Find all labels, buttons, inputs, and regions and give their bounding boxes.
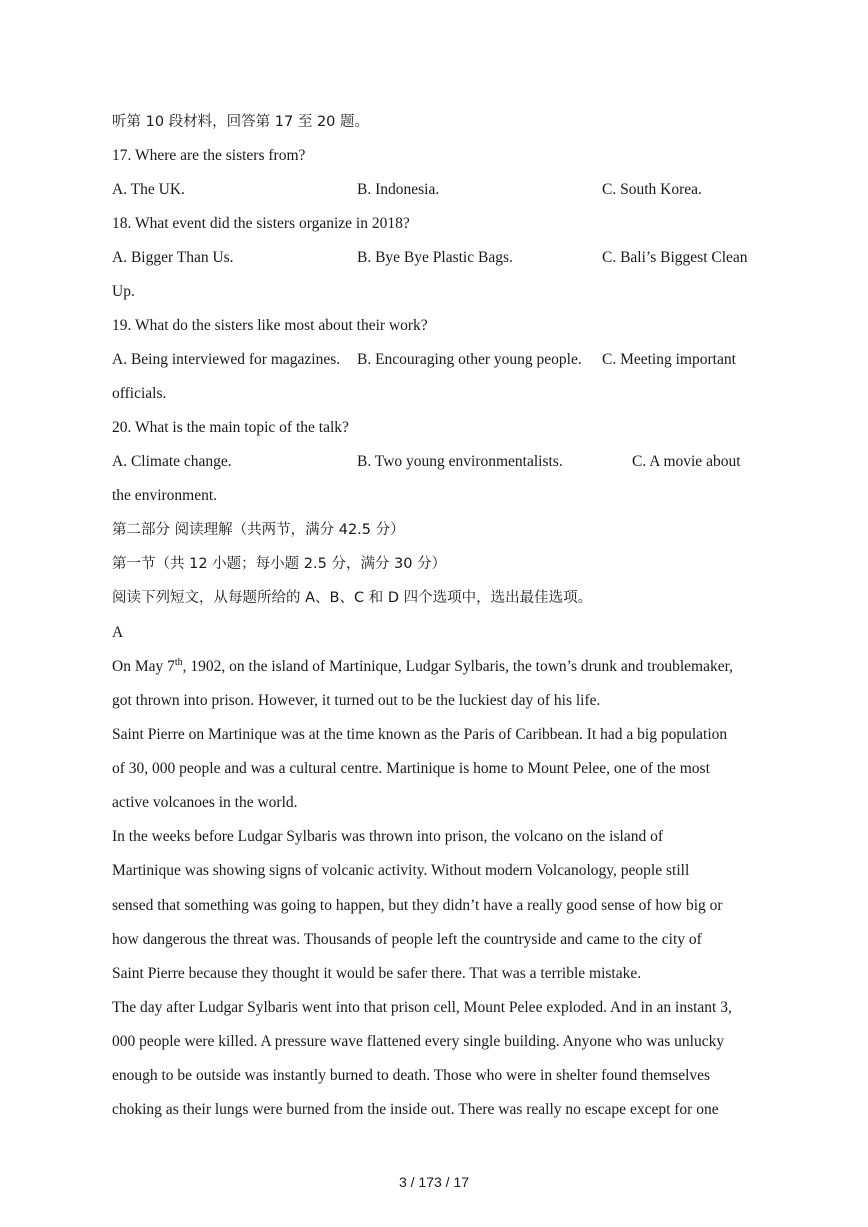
passage-line: 000 people were killed. A pressure wave flattened every single building. Anyone who was unlucky — [112, 1033, 725, 1050]
passage-line: how dangerous the threat was. Thousands of people left the countryside and came to the city of — [112, 931, 702, 948]
passage-text: , 1902, on the island of Martinique, Ludgar Sylbaris, the town’s drunk and troublemaker, — [182, 658, 734, 675]
ordinal-suffix: th — [174, 656, 183, 668]
passage-line: active volcanoes in the world. — [112, 794, 298, 811]
part2-title: 第二部分 阅读理解（共两节，满分 42.5 分） — [112, 522, 405, 538]
passage-text: On May 7 — [112, 658, 175, 675]
passage-line: The day after Ludgar Sylbaris went into that prison cell, Mount Pelee exploded. And in an instant 3, — [112, 999, 732, 1016]
part2-section1: 第一节（共 12 小题；每小题 2.5 分，满分 30 分） — [112, 556, 447, 572]
question-18: 18. What event did the sisters organize in 2018? — [112, 215, 410, 232]
passage-line: choking as their lungs were burned from the inside out. There was really no escape except for one — [112, 1101, 719, 1118]
passage-label: A — [112, 624, 124, 641]
option-b: B. Indonesia. — [357, 181, 440, 198]
option-continuation: Up. — [112, 283, 135, 300]
passage-line: sensed that something was going to happen, but they didn’t have a really good sense of how big or — [112, 897, 723, 914]
option-continuation: officials. — [112, 385, 167, 402]
passage-line: In the weeks before Ludgar Sylbaris was thrown into prison, the volcano on the island of — [112, 828, 663, 845]
passage-line: enough to be outside was instantly burned to death. Those who were in shelter found themselves — [112, 1067, 711, 1084]
option-continuation: the environment. — [112, 487, 218, 504]
option-a: A. Being interviewed for magazines. — [112, 351, 341, 368]
option-b: B. Two young environmentalists. — [357, 453, 563, 470]
option-a: A. The UK. — [112, 181, 185, 198]
option-c: C. South Korea. — [602, 181, 702, 198]
passage-line — [112, 657, 762, 677]
passage-line: Saint Pierre because they thought it would be safer there. That was a terrible mistake. — [112, 965, 642, 982]
option-a: A. Climate change. — [112, 453, 232, 470]
passage-line: Martinique was showing signs of volcanic activity. Without modern Volcanology, people still — [112, 862, 690, 879]
question-19: 19. What do the sisters like most about their work? — [112, 317, 428, 334]
question-17: 17. Where are the sisters from? — [112, 147, 306, 164]
page-number: 3 / 173 / 17 — [398, 1174, 470, 1190]
option-b: B. Bye Bye Plastic Bags. — [357, 249, 513, 266]
passage-line: of 30, 000 people and was a cultural centre. Martinique is home to Mount Pelee, one of the most — [112, 760, 710, 777]
option-c: C. Bali’s Biggest Clean — [602, 249, 748, 266]
question-20: 20. What is the main topic of the talk? — [112, 419, 349, 436]
passage-line: Saint Pierre on Martinique was at the time known as the Paris of Caribbean. It had a big population — [112, 726, 728, 743]
option-b: B. Encouraging other young people. — [357, 351, 582, 368]
option-c: C. Meeting important — [602, 351, 736, 368]
option-a: A. Bigger Than Us. — [112, 249, 234, 266]
part2-instruction: 阅读下列短文，从每题所给的 A、B、C 和 D 四个选项中，选出最佳选项。 — [112, 590, 593, 606]
passage-line: got thrown into prison. However, it turned out to be the luckiest day of his life. — [112, 692, 601, 709]
section-intro: 听第 10 段材料，回答第 17 至 20 题。 — [112, 114, 370, 130]
option-c: C. A movie about — [632, 453, 741, 470]
